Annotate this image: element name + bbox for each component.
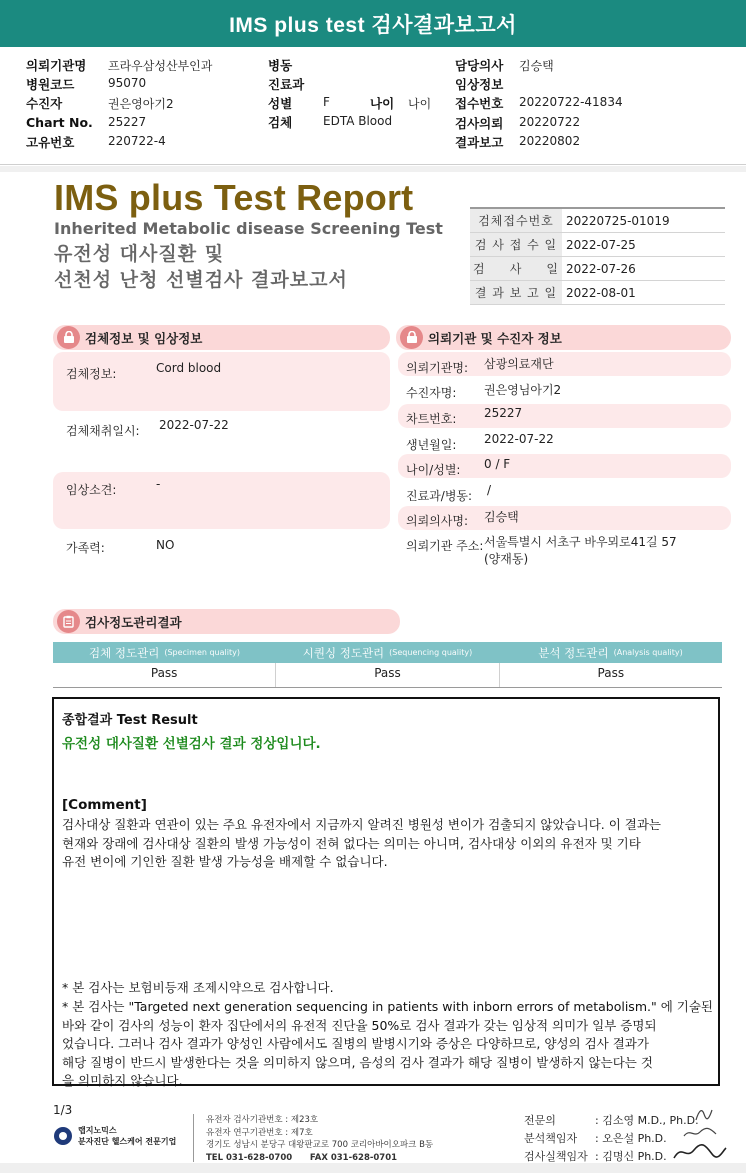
signer-name: : 김명신 Ph.D. [595,1150,667,1163]
logo-line-2: 분자진단 헬스케어 전문기업 [78,1137,177,1146]
report-title-kr-2: 선천성 난청 선별검사 결과보고서 [54,269,348,291]
lock-icon [57,326,80,349]
summary-label: 접수번호 [455,96,504,111]
report-title: IMS plus Test Report [54,177,414,218]
qc-section-header [53,609,400,634]
qc-column-header [499,642,722,663]
chart-no-label: 차트번호: [406,412,457,426]
summary-label: 수진자 [26,96,63,111]
summary-label: 담당의사 [455,58,504,73]
family-history-value: NO [156,538,175,552]
qc-table-header [53,642,722,663]
comment-line: 현재와 장래에 검사대상 질환의 발생 가능성이 전혀 없다는 의미는 아니며, 검사대상 이외의 유전자 및 기타 [62,835,641,851]
doctor-label: 의뢰의사명: [406,514,469,528]
signer-name: : 오은설 Ph.D. [595,1132,667,1145]
summary-value: 20220722 [519,115,581,129]
lock-icon [400,326,423,349]
dept-ward-label: 진료과/병동: [406,489,473,503]
note-line: * 본 검사는 "Targeted next generation sequencing in patients with inborn errors of metabolism." 에 기술된 [62,999,713,1014]
summary-value: 220722-4 [108,134,166,148]
institution-section-title: 의뢰기관 및 수진자 정보 [428,330,562,346]
page-number: 1/3 [53,1103,73,1117]
summary-value: 25227 [108,115,147,129]
age-sex-label: 나이/성별: [406,463,461,477]
summary-label: Chart No. [26,115,93,130]
company-logo [54,1125,176,1147]
summary-label: 병동 [268,58,293,73]
qc-column-label: 분석 정도관리 [538,645,609,660]
family-history-label: 가족력: [66,541,105,555]
signer-role: 분석책임자 [524,1132,578,1145]
footer-info-line: TEL 031-628-0700 FAX 031-628-0701 [206,1152,398,1163]
address-line-1: 서울특별시 서초구 바우뫼로41길 57 [484,535,677,549]
meta-value: 20220725-01019 [566,213,670,228]
window-title-bar [0,0,746,47]
note-line: 을 의미하지 않습니다. [62,1073,183,1088]
qc-column-header [53,642,276,663]
note-line: 었습니다. 그러나 검사 결과가 양성인 사람에서도 질병의 발병시기와 증상은 다양하므로, 양성의 검사 결과가 [62,1036,649,1051]
meta-value: 2022-07-26 [566,261,636,276]
summary-label: 결과보고 [455,135,504,150]
note-line: 바와 같이 검사의 성능이 환자 집단에서의 유전적 진단율 50%로 검사 결과가 갖는 임상적 의미가 일부 증명되 [62,1017,657,1033]
summary-label: 의뢰기관명 [26,58,87,73]
qc-column-sub: (Analysis quality) [613,648,683,657]
report-page [0,172,746,1163]
result-title: 종합결과 Test Result [62,713,198,728]
signer-role: 전문의 [524,1114,556,1127]
meta-row [470,209,725,233]
signature-icon [694,1106,714,1124]
summary-value: 김승택 [519,59,554,73]
birth-date-label: 생년월일: [406,438,457,452]
address-label: 의뢰기관 주소: [406,539,484,553]
footer-info-line: 경기도 성남시 분당구 대왕판교로 700 코리아바이오파크 B동 [206,1140,434,1150]
comment-text [62,816,712,872]
note-2 [62,998,714,1091]
summary-value: 20220722-41834 [519,95,623,109]
meta-key: 결 과 보 고 일 [470,281,562,304]
qc-column-header [276,642,499,663]
meta-value: 2022-08-01 [566,285,636,300]
specimen-info-label: 검체정보: [66,367,117,381]
result-main: 유전성 대사질환 선별검사 결과 정상입니다. [62,736,321,752]
meta-key: 검 사 접 수 일 [470,233,562,256]
qc-value: Pass [597,666,625,680]
summary-value: 나이 [408,97,432,111]
clipboard-icon [57,610,80,633]
specimen-section-header [53,325,390,350]
meta-row [470,281,725,305]
qc-column-label: 시퀀싱 정도관리 [302,645,385,660]
note-line: 해당 질병이 반드시 발생한다는 것을 의미하지 않으며, 음성의 검사 결과가 해당 질병이 발생하지 않는다는 것 [62,1054,653,1070]
summary-value: EDTA Blood [323,114,393,128]
report-title-kr-1: 유전성 대사질환 및 [54,243,225,265]
meta-key: 검체접수번호 [470,209,562,232]
summary-label: 검사의뢰 [455,116,504,131]
meta-row [470,257,725,281]
summary-label: 병원코드 [26,77,75,92]
qc-value: Pass [276,663,499,687]
qc-column-sub: (Specimen quality) [164,648,240,657]
note-1: * 본 검사는 보험비등재 조제시약으로 검사합니다. [62,980,334,995]
report-subtitle: Inherited Metabolic disease Screening Test [54,219,443,238]
collection-date-label: 검체채취일시: [66,424,140,438]
institution-value: 삼광의료재단 [484,357,554,371]
institution-section-header [396,325,731,350]
qc-table-row [53,663,722,688]
logo-icon [54,1127,72,1145]
patient-name-label: 수진자명: [406,386,457,400]
summary-value: F [323,95,330,109]
doctor-value: 김승택 [484,510,519,524]
summary-label: 나이 [370,96,395,111]
result-box [52,697,720,1086]
footer-info [193,1114,433,1162]
summary-label: 검체 [268,115,293,130]
clinical-findings-value: - [156,477,161,491]
specimen-info-value: Cord blood [156,361,222,375]
meta-row [470,233,725,257]
qc-table [53,642,722,688]
window-title: IMS plus test 검사결과보고서 [229,13,517,37]
collection-date-value: 2022-07-22 [159,418,229,432]
summary-label: 진료과 [268,77,305,92]
summary-label: 고유번호 [26,135,75,150]
clinical-findings-label: 임상소견: [66,483,117,497]
institution-label: 의뢰기관명: [406,361,469,375]
meta-key: 검 사 일 [470,257,562,280]
summary-value: 프라우삼성산부인과 [108,59,213,73]
summary-label: 임상정보 [455,77,504,92]
summary-value: 권은영아기2 [108,97,174,111]
signature-icon [682,1126,718,1140]
patient-name-value: 권은영님아기2 [484,383,562,397]
signer-role: 검사실책임자 [524,1150,588,1163]
summary-header [0,47,746,165]
signature-icon [672,1142,728,1162]
qc-column-sub: (Sequencing quality) [389,648,473,657]
comment-line: 검사대상 질환과 연관이 있는 주요 유전자에서 지금까지 알려진 병원성 변이가 검출되지 않았습니다. 이 결과는 [62,817,662,832]
age-sex-value: 0 / F [484,457,511,471]
qc-value: Pass [53,663,276,687]
specimen-section-title: 검체정보 및 임상정보 [85,330,203,346]
qc-section-title: 검사정도관리결과 [85,614,182,630]
address-line-2: (양재동) [484,552,529,566]
summary-value: 20220802 [519,134,581,148]
meta-value: 2022-07-25 [566,237,636,252]
footer-info-line: 유전자 연구기관번호 : 제7호 [206,1127,313,1138]
dept-ward-value: / [487,483,492,497]
summary-label: 성별 [268,96,293,111]
logo-line-1: 랩지노믹스 [78,1126,117,1135]
comment-title: [Comment] [62,797,147,813]
signer-name: : 김소영 M.D., Ph.D. [595,1114,699,1127]
footer-info-line: 유전자 검사기관번호 : 제23호 [206,1115,319,1125]
qc-column-label: 검체 정도관리 [89,645,160,660]
report-meta-table [470,207,725,305]
birth-date-value: 2022-07-22 [484,432,554,446]
bottom-strip [0,1163,746,1173]
chart-no-value: 25227 [484,406,523,420]
summary-value: 95070 [108,76,147,90]
comment-line: 유전 변이에 기인한 질환 발생 가능성을 배제할 수 없습니다. [62,854,388,869]
